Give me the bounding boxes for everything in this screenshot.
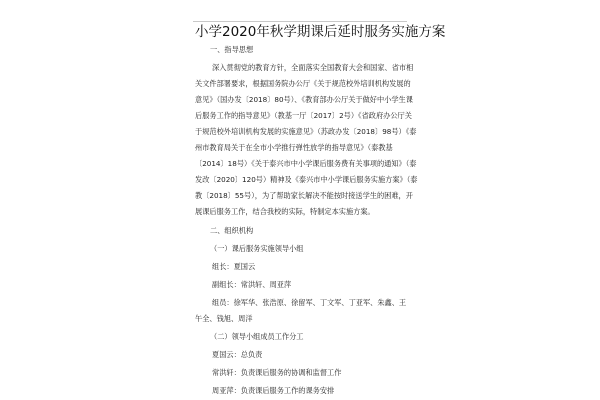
members-line-continued: 午全、钱旭、周洋 (195, 314, 253, 323)
section-heading-guiding-ideology: 一、指导思想 (210, 45, 254, 54)
paragraph-line: 意见》（国办发〔2018〕80号）、《教育部办公厅关于做好中小学生课 (195, 95, 413, 104)
group-leader-line: 组长：夏国云 (212, 262, 256, 271)
deputy-leader-line: 副组长：常洪轩、周亚萍 (212, 280, 292, 289)
members-line: 组员：徐军华、张浩原、徐留军、丁文军、丁亚军、朱鑫、王 (212, 298, 407, 307)
paragraph-line: 教〔2018〕55号），为了帮助家长解决不能按时接送学生的困难，开 (195, 191, 413, 200)
paragraph-line: 关文件部署要求，根据国务院办公厅《关于规范校外培训机构发展的 (195, 79, 411, 88)
paragraph-line: 深入贯彻党的教育方针，全面落实全国教育大会和国家、省市相 (212, 63, 414, 72)
paragraph-line: 发改〔2020〕120号）精神及《泰兴市中小学课后服务实施方案》（泰 (195, 175, 418, 184)
subsection-heading-division-of-work: （二）领导小组成员工作分工 (210, 332, 304, 341)
header-rule (193, 21, 407, 22)
paragraph-line: 后服务工作的指导意见》（教基一厅〔2017〕2号）《省政府办公厅关 (195, 111, 412, 120)
subsection-heading-leadership-group: （一）课后服务实施领导小组 (210, 244, 304, 253)
duty-line: 夏国云：总负责 (212, 350, 263, 359)
section-heading-organization: 二、组织机构 (210, 226, 254, 235)
document-title: 小学2020年秋学期课后延时服务实施方案 (195, 24, 446, 40)
paragraph-line: 展课后服务工作，结合我校的实际，特制定本实施方案。 (195, 207, 375, 216)
paragraph-line: 州市教育局关于在全市小学推行弹性放学的指导意见》（泰教基 (195, 143, 393, 152)
duty-line: 周亚萍：负责课后服务工作的课务安排 (212, 386, 335, 395)
duty-line: 常洪轩：负责课后服务的协调和监督工作 (212, 368, 342, 377)
paragraph-line: 于规范校外培训机构发展的实施意见》（苏政办发〔2018〕98号）《泰 (195, 127, 417, 136)
paragraph-line: 〔2014〕18号）《关于泰兴市中小学课后服务费有关事项的通知》（泰 (195, 159, 417, 168)
